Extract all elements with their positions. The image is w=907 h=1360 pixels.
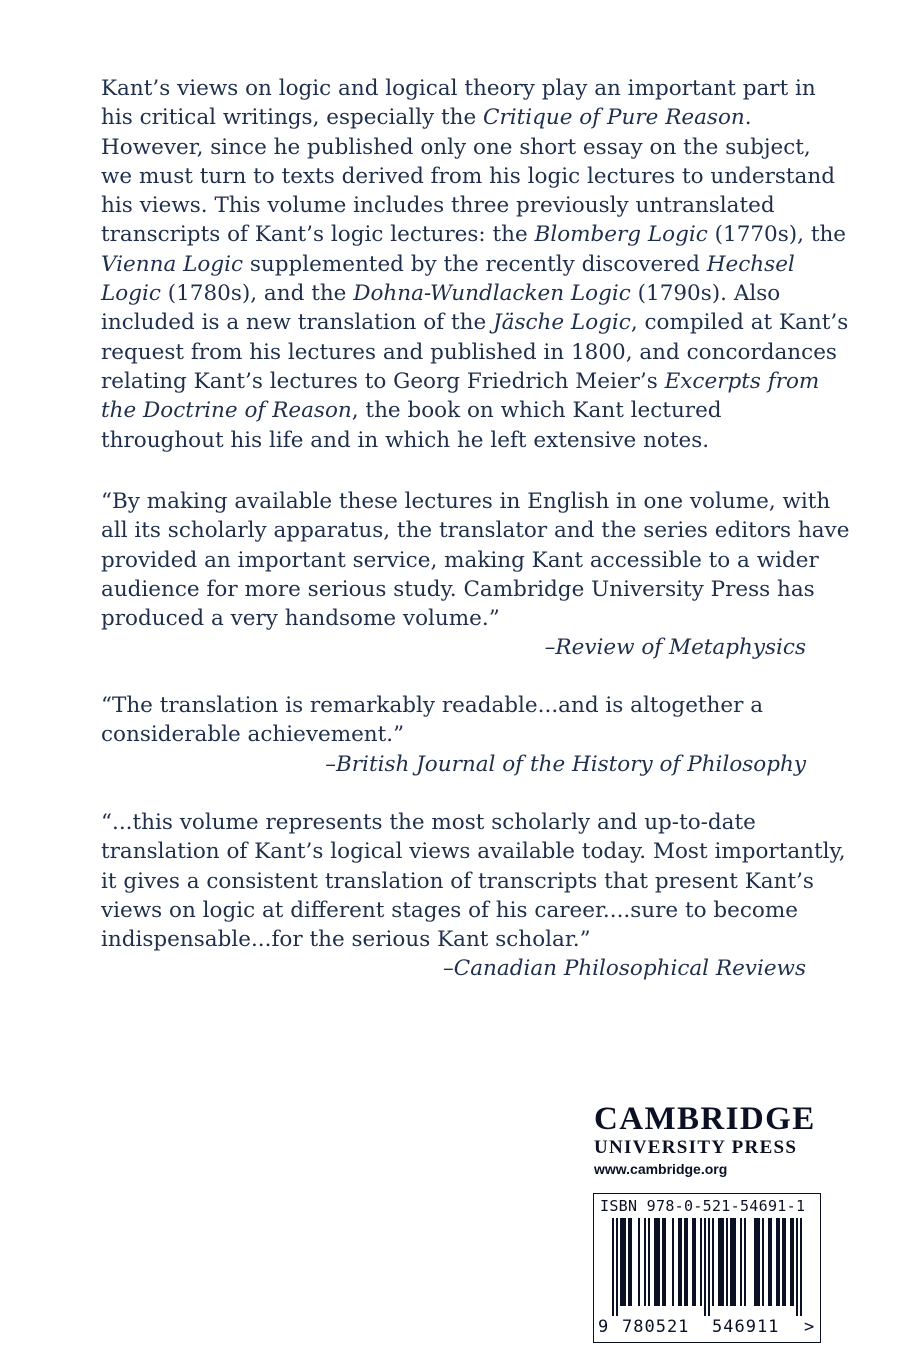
- review-line: it gives a consistent translation of transcripts that present Kant’s: [101, 868, 814, 894]
- description-text: we must turn to texts derived from his logic lectures to understand: [101, 163, 835, 189]
- barcode-bar: [700, 1218, 702, 1306]
- barcode-bar: [762, 1218, 764, 1306]
- barcode-bar: [754, 1218, 756, 1306]
- description-text: (1770s), the: [707, 222, 847, 248]
- barcode-bar: [678, 1218, 680, 1306]
- barcode-bar: [686, 1218, 688, 1306]
- barcode-bar: [656, 1218, 658, 1306]
- barcode-quiet-mark: >: [804, 1317, 815, 1337]
- review-line: all its scholarly apparatus, the translator and the series editors have: [101, 518, 850, 544]
- description-line: [101, 133, 811, 162]
- description-text: , the book on which Kant lectured: [351, 398, 722, 424]
- barcode-bar: [756, 1218, 758, 1306]
- barcode-bar: [732, 1218, 734, 1306]
- review-line: produced a very handsome volume.”: [101, 606, 500, 632]
- review-quote-1-text: [101, 487, 850, 633]
- barcode-bar: [708, 1218, 710, 1316]
- review-quote-2-text: [101, 691, 806, 750]
- barcode-bar: [664, 1218, 666, 1306]
- description-text: However, since he published only one short essay on the subject,: [101, 134, 811, 160]
- barcode-bar: [734, 1218, 736, 1306]
- barcode-bar: [778, 1218, 780, 1306]
- review-line: provided an important service, making Kant accessible to a wider: [101, 547, 819, 573]
- review-quote-2-attribution: –British Journal of the History of Philosophy: [325, 751, 806, 777]
- book-title: the Doctrine of Reason: [101, 398, 352, 424]
- publisher-name: CAMBRIDGE: [594, 1101, 816, 1137]
- description-text: included is a new translation of the: [101, 310, 494, 336]
- description-line: [101, 367, 820, 396]
- book-title: Critique of Pure Reason: [483, 105, 745, 131]
- barcode-bar: [740, 1218, 742, 1306]
- barcode-bar: [776, 1218, 778, 1306]
- barcode-bar: [718, 1218, 720, 1306]
- description-text: request from his lectures and published in 1800, and concordances: [101, 339, 837, 365]
- description-text: (1780s), and the: [160, 281, 354, 307]
- review-quote-3-text: [101, 808, 846, 954]
- review-quote-1: [101, 487, 850, 663]
- barcode-digits-right: 546911: [712, 1317, 780, 1337]
- description-text: supplemented by the recently discovered: [243, 251, 707, 277]
- barcode-bar: [800, 1218, 802, 1316]
- isbn-label: ISBN 978-0-521-54691-1: [600, 1197, 806, 1215]
- description-line: [101, 396, 806, 425]
- barcode-bar: [644, 1218, 646, 1306]
- barcode-bar: [712, 1218, 714, 1306]
- barcode-bar: [692, 1218, 694, 1306]
- publisher-logo: [594, 1103, 826, 1179]
- publisher-url: www.cambridge.org: [594, 1161, 728, 1177]
- description-text: .: [744, 105, 752, 131]
- description-text: Kant’s views on logic and logical theory play an important part in: [101, 76, 816, 101]
- review-quote-1-attribution: –Review of Metaphysics: [544, 635, 806, 661]
- review-line: indispensable...for the serious Kant scholar.”: [101, 927, 591, 953]
- book-title: Logic: [101, 281, 161, 307]
- review-line: “...this volume represents the most scholarly and up-to-date: [101, 810, 756, 835]
- description-text: his views. This volume includes three previously untranslated: [101, 193, 775, 219]
- barcode-bar: [796, 1218, 798, 1316]
- barcode-bar: [680, 1218, 682, 1306]
- barcode-bar: [768, 1218, 770, 1306]
- barcode-bar: [648, 1218, 650, 1306]
- isbn-barcode: [593, 1193, 821, 1343]
- description-text: relating Kant’s lectures to Georg Friedrich Meier’s: [101, 368, 665, 394]
- barcode-bar: [662, 1218, 664, 1306]
- barcode-bar: [658, 1218, 660, 1306]
- barcode-bar: [684, 1218, 686, 1306]
- barcode-bar: [726, 1218, 728, 1306]
- review-quote-3-attribution: –Canadian Philosophical Reviews: [443, 956, 806, 982]
- review-line: audience for more serious study. Cambridge University Press has: [101, 576, 815, 602]
- book-title: Blomberg Logic: [534, 222, 708, 248]
- barcode-bar: [628, 1218, 630, 1306]
- book-title: Jäsche Logic: [493, 310, 631, 336]
- barcode-bar: [654, 1218, 656, 1306]
- barcode-digits-left: 780521: [622, 1317, 690, 1337]
- barcode-bar: [704, 1218, 706, 1316]
- book-title: Excerpts from: [664, 368, 820, 394]
- barcode-bar: [770, 1218, 772, 1306]
- barcode-bars: [594, 1218, 820, 1318]
- barcode-bar: [624, 1218, 626, 1306]
- book-title: Vienna Logic: [101, 251, 243, 277]
- barcode-bar: [630, 1218, 632, 1306]
- barcode-bar: [782, 1218, 784, 1306]
- barcode-bar: [720, 1218, 722, 1306]
- description-line: [101, 250, 806, 279]
- description-line: [101, 220, 847, 249]
- barcode-bar: [616, 1218, 618, 1316]
- review-quote-3: [101, 808, 846, 984]
- barcode-bar: [744, 1218, 746, 1306]
- barcode-bar: [694, 1218, 696, 1306]
- description-line: [101, 74, 816, 103]
- barcode-bar: [784, 1218, 786, 1306]
- review-line: “By making available these lectures in English in one volume, with: [101, 489, 831, 514]
- barcode-bar: [758, 1218, 760, 1306]
- description-text: (1790s). Also: [630, 281, 781, 307]
- barcode-bar: [620, 1218, 622, 1306]
- publisher-subtitle: UNIVERSITY PRESS: [594, 1137, 798, 1158]
- description-text: throughout his life and in which he left extensive notes.: [101, 427, 710, 453]
- barcode-bar: [790, 1218, 792, 1306]
- barcode-bar: [612, 1218, 614, 1316]
- barcode-bar: [722, 1218, 724, 1306]
- review-line: views on logic at different stages of his career....sure to become: [101, 897, 798, 923]
- description-text: transcripts of Kant’s logic lectures: the: [101, 222, 535, 248]
- description-text: , compiled at Kant’s: [630, 310, 849, 336]
- book-title: Dohna-Wundlacken Logic: [353, 281, 631, 307]
- review-line: considerable achievement.”: [101, 722, 405, 748]
- description-line: [101, 103, 806, 132]
- book-title: Hechsel: [706, 251, 795, 277]
- description-line: [101, 308, 849, 337]
- description-line: [101, 162, 835, 191]
- barcode-bar: [730, 1218, 732, 1306]
- barcode-bar: [638, 1218, 640, 1306]
- description-line: [101, 338, 837, 367]
- barcode-bar: [622, 1218, 624, 1306]
- review-quote-2: [101, 691, 806, 779]
- description-line: [101, 279, 806, 308]
- description-line: [101, 426, 806, 455]
- book-description: [101, 74, 849, 455]
- barcode-bar: [672, 1218, 674, 1306]
- description-line: [101, 191, 806, 220]
- barcode-bar: [792, 1218, 794, 1306]
- description-text: his critical writings, especially the: [101, 105, 484, 131]
- barcode-digit-first: 9: [598, 1317, 609, 1337]
- review-line: “The translation is remarkably readable...and is altogether a: [101, 693, 764, 718]
- review-line: translation of Kant’s logical views available today. Most importantly,: [101, 839, 846, 865]
